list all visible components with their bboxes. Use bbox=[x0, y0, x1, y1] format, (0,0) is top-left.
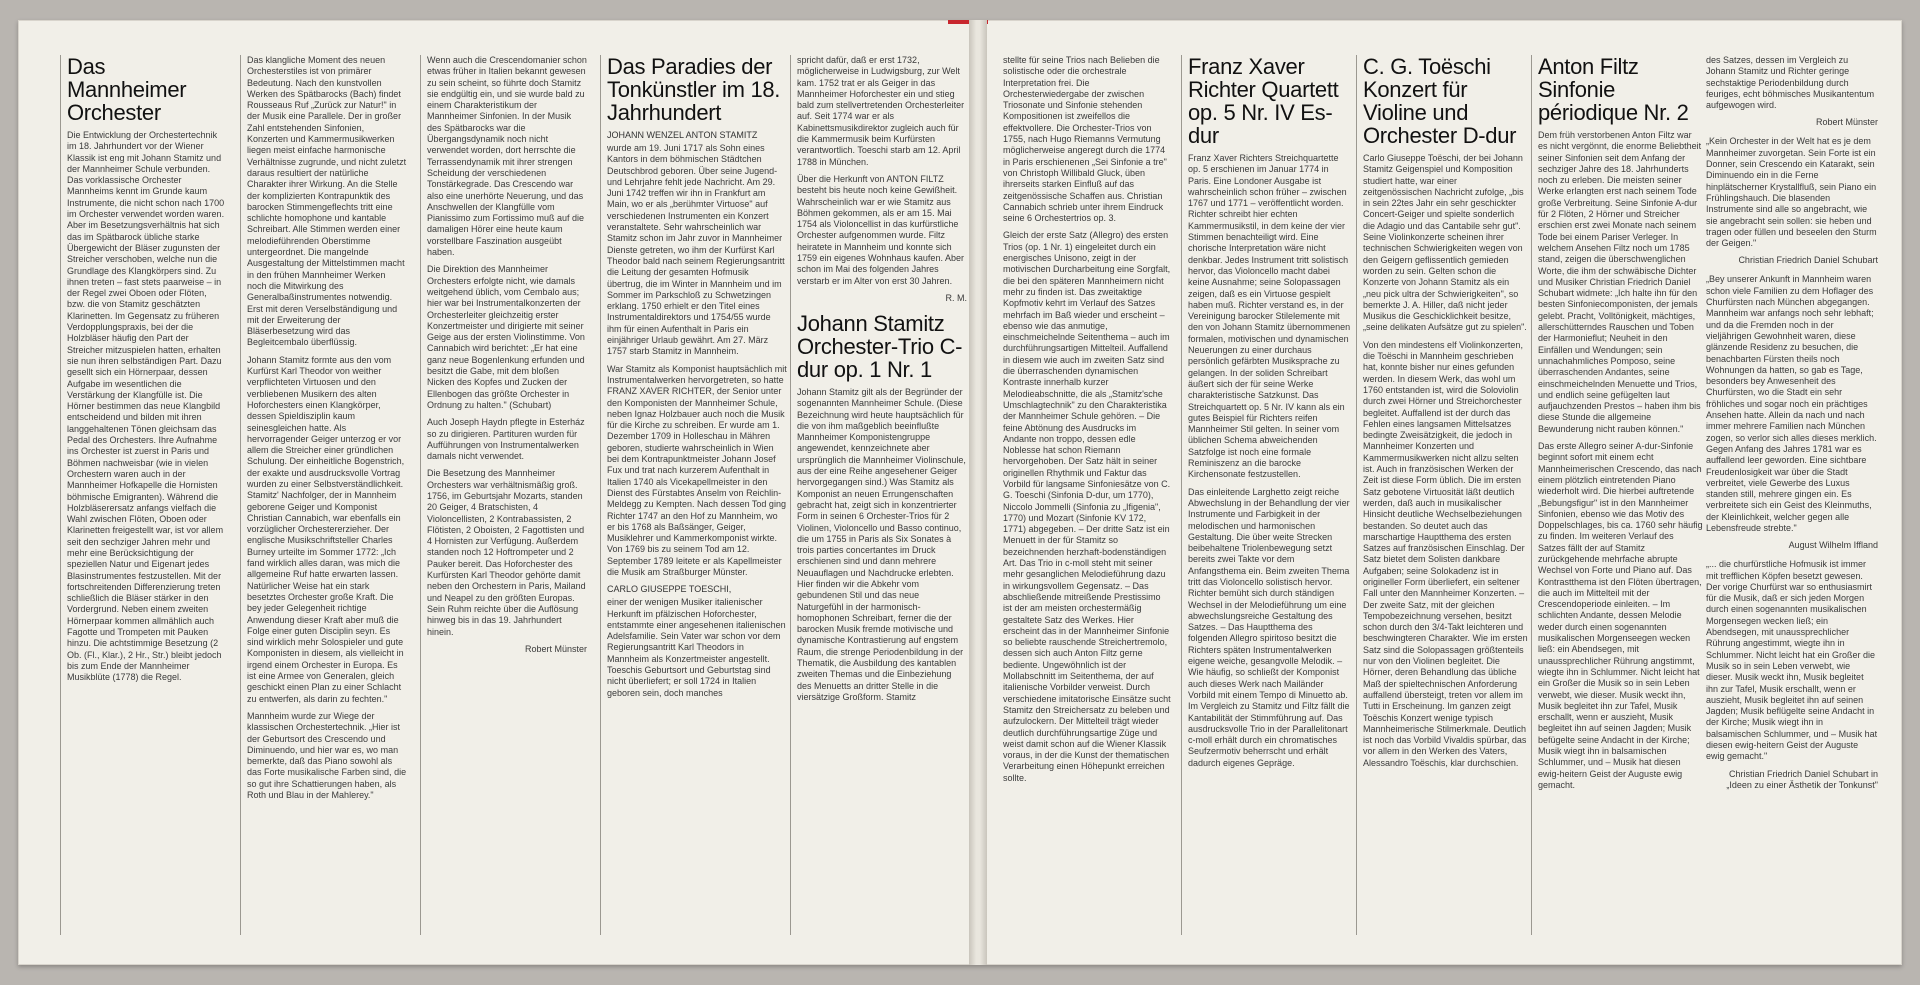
quote-paragraph: „Bey unserer Ankunft in Mannheim waren schon viele Familien zu dem Hoflager des Churfürsten nach München abgegangen. Mannheim war anfangs noch sehr lebhaft; und da die Fremden noch in der vieljährigen Gewohnheit waren, diese glänzende Residenz zu besuchen, die benachbarten Fürsten theils noch Wohnungen da hatten, so gab es Tage, besonders bey Anwesenheit des Churfürsten, wo die Stadt ein sehr fröhliches und sogar noch ein prächtiges Ansehen hatte. Allein da nach und nach immer mehrere Familien nach München zogen, so verlor sich alles dieses merklich. Gegen Anfang des Jahres 1781 war es auffallend leer geworden. Eine sichtbare Freudenlosigkeit war über die Stadt verbreitet, viele Gewerbe des Luxus standen still, mehrere gingen ein. Es verbreitete sich ein Geist des Kleinmuths, der Kleinlichkeit, welcher gegen alle Lebensfreude strebte." bbox=[1706, 274, 1877, 533]
paragraph: Von den mindestens elf Violinkonzerten, die Toëschi in Mannheim geschrieben hat, konnte bisher nur eines gefunden werden. In diesem Werk, das wohl um 1760 entstanden ist, wird die Soloviolin durch zwei Hörner und Streichorchester begleitet. Auffallend ist der durch das Fehlen eines langsamen Mittelsatzes bedingte Zweisätzigkeit, die jedoch in Mannheimer Konzerten und Kammermusikwerken nicht allzu selten ist. Auch in französischen Werken der Zeit ist diese Form üblich. Die im ersten Satz gebotene Virtuosität läßt deutlich werden, daß auch in musikalischer Hinsicht deutliche Wechselbeziehungen bestanden. So deutet auch das marschartige Hauptthema des ersten Satzes auf französischen Einschlag. Der Satz bietet dem Solisten dankbare Aufgaben; seine Solokadenz ist in origineller Form überliefert, ein seltener Fall unter den Mannheimer Konzerten. – Der zweite Satz, mit der gleichen Tempobezeichnung versehen, besitzt schon durch den 3/4-Takt leichteren und beschwingteren Charakter. Wie im ersten Satz sind die Solopassagen größtenteils nur von den Violinen begleitet. Die Hörner, deren Behandlung das übliche Maß der spieltechnischen Anforderung auffallend übersteigt, treten vor allem im Tutti in Erscheinung. Im ganzen zeigt Toëschis Konzert wenige typisch Mannheimerische Stilmerkmale. Deutlich ist noch das Vorbild Vivaldis spürbar, das vor allem in den Werken des Vaters, Alessandro Toëschis, klar durchschien. bbox=[1363, 339, 1528, 768]
column-4 bbox=[600, 55, 787, 935]
author-signature: Robert Münster bbox=[524, 643, 587, 654]
heading-stamitz-trio: Johann Stamitz Orchester-Trio C-dur op. 1 Nr. 1 bbox=[797, 310, 963, 382]
column-7 bbox=[1181, 55, 1353, 935]
heading-filtz-sinfonie: Anton Filtz Sinfonie périodique Nr. 2 bbox=[1538, 55, 1689, 125]
paragraph: Die Direktion des Mannheimer Orchesters erfolgte nicht, wie damals weitgehend üblich, vom Cembalo aus; hier war bei Instrumentalkonzerten der Orchesterleiter gleichzeitig erster Konzertmeister und dirigierte mit seiner Geige aus der ersten Violinstimme. Von Cannabich wird berichtet: „Er hat eine ganz neue Bogenlenkung erfunden und besitzt die Gabe, mit dem bloßen Nicken des Kopfes und Zucken der Ellenbogen das größte Orchester in Ordnung zu halten." (Schubart) bbox=[427, 264, 585, 410]
column-3 bbox=[420, 55, 587, 935]
paragraph: Gleich der erste Satz (Allegro) des ersten Trios (op. 1 Nr. 1) eingeleitet durch ein energisches Unisono, zeigt in der motivischen Durcharbeitung eine Sorgfalt, die bei den späteren Mannheimern nicht mehr zu finden ist. Das zweitaktige Kopfmotiv kehrt im Verlauf des Satzes mehrfach im Baß wieder und erscheint – ebenso wie das anmutige, einschmeichelnde Seitenthema – auch im durchführungsartigen Mittelteil. Auffallend in diesem wie auch im zweiten Satz sind die überraschenden dynamischen Kontraste innerhalb kurzer Melodieabschnitte, die als „Stamitz'sche Umschlagtechnik" zu den Charakteristika der Mannheimer Schule gehören. – Die feine Abtönung des Ausdrucks im Andante non troppo, dessen edle Noblesse hat schon Riemann hervorgehoben. Der Satz hält in seiner originellen Rhythmik und Faktur das Vorbild für langsame Sinfoniesätze von C. G. Toeschi (Sinfonia D-dur, um 1770), Niccolo Jommelli (Sinfonia zu „Ifigenia", 1770) und Mozart (Sinfonie KV 172, 1771) abgegeben. – Der dritte Satz ist ein Menuett in der für Stamitz so bezeichnenden herzhaft-bodenständigen Art. Das Trio in c-moll steht mit seiner mehr gesanglichen Melodieführung dazu in wirkungsvollem Gegensatz. – Das abschließende mitreißende Prestissimo ist der am meisten orchestermäßig gestaltete Satz des Werkes. Hier erscheint das in der Mannheimer Sinfonie so beliebte rauschende Streichertremolo, dessen sich auch Anton Filtz gerne bediente. Ungewöhnlich ist der Mollabschnitt im Seitenthema, der auf italienische Vorbilder verweist. Durch verschiedene imitatorische Einsätze sucht Stamitz den Streichersatz zu beleben und aufzulockern. Der Mittelteil trägt wieder deutlich durchführungsartige Züge und weist damit schon auf die Wiener Klassik voraus, in der die Kunst der thematischen Verarbeitung einen Höhepunkt erreichen sollte. bbox=[1003, 230, 1171, 783]
paragraph: Das erste Allegro seiner A-dur-Sinfonie beginnt sofort mit einem echt Mannheimerischen Crescendo, das nach einem plötzlich eintretenden Piano wiederholt wird. Die hierbei auftretende „Bebungsfigur" ist in den Mannheimer Sinfonien, ebenso wie das Motiv des Doppelschlages, bis ca. 1760 sehr häufig zu finden. Im weiteren Verlauf des Satzes fällt der auf Stamitz zurückgehende mehrfache abrupte Wechsel von Forte und Piano auf. Das Kontrastthema ist den Flöten übertragen, die auch im Mittelteil mit der Crescendoperiode einleiten. – Im schlichten Andante, dessen Melodie weder durch einen sogenannten musikalischen Morgenseegen wecken ließ: ein Abendsegen, mit unaussprechlicher Rührung angstimmt, wiegte ihn in Schlummer. Nicht leicht hat ein Großer die Musik so in sein Leben verwebt, wie dieser. Musik weckt ihn, Musik begleitet ihn zur Tafel, Musik erschallt, wenn er auszieht, Musik begleitet ihn auf seinen Jagden; Musik befügelte seine Andacht in der Kirche; Musik wiegt ihn in balsamischen Schlummer, und – Musik hat diesen ewig-heitern Geist der Auguste ewig gemacht. bbox=[1538, 441, 1703, 790]
paragraph: spricht dafür, daß er erst 1732, möglicherweise in Ludwigsburg, zur Welt kam. 1752 trat er als Geiger in das Mannheimer Hoforchester ein und stieg bald zum stellvertretenden Orchesterleiter auf. Seit 1774 war er als Kabinettsmusikdirektor zugleich auch für die Kammermusik beim Kurfürsten verantwortlich. Toeschi starb am 12. April 1788 in München. bbox=[797, 55, 965, 167]
paragraph: Die Besetzung des Mannheimer Orchesters war verhältnismäßig groß. 1756, im Geburtsjahr Mozarts, standen 20 Geiger, 4 Bratschisten, 4 Violoncellisten, 2 Kontrabassisten, 2 Flötisten, 2 Oboisten, 2 Fagottisten und 4 Hornisten zur Verfügung. Außerdem standen noch 12 Hoftrompeter und 2 Pauker bereit. Das Hoforchester des Kurfürsten Karl Theodor gehörte damit neben den Orchestern in Paris, Mailand und Neapel zu den größten Europas. Sein Ruhm reichte über die Auflösung hinweg bis in das 19. Jahrhundert hinein. bbox=[427, 468, 586, 637]
author-signature: Robert Münster bbox=[1815, 117, 1878, 128]
quote-attribution: Christian Friedrich Daniel Schubart bbox=[1738, 255, 1878, 266]
heading-mannheimer-orchester: Das Mannheimer Orchester bbox=[67, 55, 187, 125]
column-9 bbox=[1531, 55, 1703, 935]
column-5 bbox=[790, 55, 967, 935]
record-sleeve bbox=[18, 20, 1902, 965]
quote-attribution: August Wilhelm Iffland bbox=[1788, 540, 1878, 551]
subheading-stamitz: JOHANN WENZEL ANTON STAMITZ bbox=[607, 130, 758, 140]
paragraph: Carlo Giuseppe Toëschi, der bei Johann Stamitz Geigenspiel und Komposition studiert hatte, war einer zeitgenössischen Nachricht zufolge, „bis in sein 22tes Jahr ein sehr geschickter Concert-Geiger und spielte sonderlich die Adagio und das Cantabile sehr gut". Seine Violinkonzerte scheinen ihrer technischen Schwierigkeiten wegen von den Geigern geflissentlich gemieden worden zu sein. Gelten schon die Konzerte von Johann Stamitz als ein „neu pick ultra der Schwierigkeiten", so bemerkte J. A. Hiller, daß nicht jeder Musikus die Geschicklichkeit besitze, „seine delikaten Aufsätze gut zu spielen". bbox=[1363, 153, 1527, 333]
column-8 bbox=[1356, 55, 1528, 935]
paragraph: Franz Xaver Richters Streichquartette op. 5 erschienen im Januar 1774 in Paris. Eine Londoner Ausgabe ist wahrscheinlich schon früher – zwischen 1767 und 1771 – veröffentlicht worden. Richter schreibt hier echten Kammermusikstil, in dem keine der vier Stimmen benachteiligt wird. Eine chorische Interpretation wäre nicht denkbar. Jedes Instrument tritt solistisch hervor, das Violoncello macht dabei keine Ausnahme; seine Solopassagen zeigen, daß es ein Virtuose gespielt haben muß. Richter verstand es, in der Vereinigung barocker Stilelemente mit den von Johann Stamitz übernommenen formalen, motivischen und dynamischen Neuerungen zu einer durchaus persönlich gefärbten Musiksprache zu gelangen. In der soliden Schreibart äußert sich der für seine Werke charakteristische Satzkunst. Das Streichquartett op. 5 Nr. IV kann als ein gutes Beispiel für Richters reifen Mannheimer Stil gelten. In seiner vom üblichen Schema abweichenden Satzfolge ist noch eine formale Reminiszenz an die barocke Kirchensonate festzustellen. bbox=[1188, 153, 1351, 480]
paragraph: des Satzes, dessen im Vergleich zu Johann Stamitz und Richter geringe sechstaktige Periodenbildung durch feuriges, echt böhmisches Musikantentum aufgewogen wird. bbox=[1706, 55, 1875, 111]
paragraph: Auch Joseph Haydn pflegte in Esterház so zu dirigieren. Partituren wurden für Aufführungen von Instrumentalwerken damals nicht verwendet. bbox=[427, 417, 585, 462]
paragraph: Dem früh verstorbenen Anton Filtz war es nicht vergönnt, die enorme Beliebtheit seiner Sinfonien seit dem Anfang der sechziger Jahre des 18. Jahrhunderts noch zu erleben. Die meisten seiner Werke erlangten erst nach seinem Tode große Verbreitung. Seine Sinfonie A-dur für 2 Flöten, 2 Hörner und Streicher erschien erst zwei Monate nach seinem Tode bei einem Pariser Verleger. In welchem Ansehen Filtz noch um 1785 stand, zeigen die überschwenglichen Worte, die ihm der schwäbische Dichter und Musiker Christian Friedrich Daniel Schubart widmete: „Ich halte ihn für den besten Sinfoniecomponisten, der jemals gelebt. Pracht, Volltönigkeit, mächtiges, allerschütterndes Rauschen und Toben der Harmonieflut; Neuheit in den Einfällen und Wendungen; sein unnachahmliches Pomposo, seine überraschenden Andantes, seine einschmeichelnden Menuette und Trios, und endlich seine gefügelten laut aufjauchzenden Prestos – haben ihm bis diese Stunde die allgemeine Bewunderung nicht rauben können." bbox=[1538, 130, 1702, 434]
paragraph: Wenn auch die Crescendomanier schon etwas früher in Italien bekannt gewesen zu sein scheint, so führte doch Stamitz sie endgültig ein, und sie wurde bald zu einem Charakteristikum der Mannheimer Sinfonien. In der Musik des Spätbarocks war die Übergangsdynamik noch nicht verwendet worden, dort herrschte die Terrassendynamik mit ihrer strengen Scheidung der verschiedenen Tonstärkegrade. Das Crescendo war also eine unerhörte Neuerung, und das Anschwellen der Klangfülle vom Pianissimo zum Fortissimo muß auf die damaligen Hörer eine heute kaum vorstellbare Faszination ausgeübt haben. bbox=[427, 55, 587, 258]
paragraph: Johann Stamitz formte aus den vom Kurfürst Karl Theodor von weither verpflichteten Virtuosen und den verbliebenen Musikern des alten Hoforchesters einen Klangkörper, dessen Spieldisziplin kaum seinesgleichen hatte. Als hervorragender Geiger unterzog er vor allem die Streicher einer gründlichen Schulung. Der einheitliche Bogenstrich, der exakte und ausdrucksvolle Vortrag wurden zu einer Selbstverständlichkeit. Stamitz' Nachfolger, der in Mannheim geborene Geiger und Komponist Christian Cannabich, war ebenfalls ein vorzüglicher Orchestererzieher. Der englische Musikschriftsteller Charles Burney urteilte im Sommer 1772: „Ich fand wirklich alles daran, was mich die allgemeine Ruf hatte erwarten lassen. Natürlicher Weise hat ein stark besetztes Orchester große Kraft. Die bey jeder Gelegenheit richtige Anwendung dieser Kraft aber muß die Folge einer guten Disciplin seyn. Es sind wirklich mehr Solospieler und gute Komponisten in diesem, als vielleicht in irgend einem Orchester in Europa. Es ist eine Armee von Generalen, gleich geschickt einen Plan zu einer Schlacht zu entwerfen, als darin zu fechten." bbox=[247, 354, 405, 704]
paragraph: War Stamitz als Komponist hauptsächlich mit Instrumentalwerken hervorgetreten, so hatte FRANZ XAVER RICHTER, der Senior unter den Komponisten der Mannheimer Schule, neben Ignaz Holzbauer auch noch die Musik für die Kirche zu schreiben. Er wurde am 1. Dezember 1709 in Holleschau in Mähren geboren, studierte wahrscheinlich in Wien bei dem Kontrapunktmeister Johann Josef Fux und trat nach kurzerem Aufenthalt in Italien 1740 als Vicekapellmeister in den Dienst des Fürstabtes Anselm von Reichlin-Meldegg zu Kempten. Nach dessen Tod ging Richter 1747 an den Hof zu Mannheim, wo er bis 1768 als Baßsänger, Geiger, Musiklehrer und Kammerkomponist wirkte. Von 1769 bis zu seinem Tod am 12. September 1789 leitete er als Kapellmeister die Musik am Straßburger Münster. bbox=[607, 363, 787, 577]
paragraph: Über die Herkunft von ANTON FILTZ besteht bis heute noch keine Gewißheit. Wahrscheinlich war er wie Stamitz aus Böhmen gekommen, als er am 15. Mai 1754 als Violoncellist in das kurfürstliche Orchester aufgenommen wurde. Filtz heiratete in Mannheim und konnte sich 1759 ein eigenes Wohnhaus kaufen. Aber schon im Mai des folgenden Jahres verstarb er im Alter von erst 30 Jahren. bbox=[797, 173, 964, 286]
sleeve-spine bbox=[969, 20, 987, 965]
author-signature: R. M. bbox=[945, 292, 967, 303]
quote-paragraph: „... die churfürstliche Hofmusik ist immer mit trefflichen Köpfen besetzt gewesen. Der vorige Churfürst war so enthusiasmirt für die Musik, daß er sich jeden Morgen durch einen sogenannten musikalischen Morgensegen wecken ließ; ein Abendsegen, mit unaussprechlicher Rührung angestimmt, wiegte ihn in Schlummer. Nicht leicht hat ein Großer die Musik so in sein Leben verwebt, wie dieser. Musik weckt ihn, Musik begleitet ihn zur Tafel, Musik erschallt, wenn er auszieht, Musik begleitet ihn auf seinen Jagden; Musik beflügelte seine Andacht in der Kirche; Musik wiegt ihn in balsamischen Schlummer, und – Musik hat diesen ewig-heitern Geist der Auguste ewig gemacht." bbox=[1706, 559, 1878, 762]
paragraph: Das klangliche Moment des neuen Orchesterstiles ist von primärer Bedeutung. Nach den kunstvollen Werken des Spätbarocks (Bach) findet Rousseaus Ruf „Zurück zur Natur!" in der Musik eine Parallele. Der in großer Zahl entstehenden Sinfonien, Konzerten und Kammermusikwerken liegen meist einfache harmonische Verhältnisse zugrunde, und nicht zuletzt daraus resultiert der natürliche Charakter ihrer Wirkung. An die Stelle der komplizierten Kontrapunktik des barocken Stimmengeflechts tritt eine schlichte homophone und kantable Schreibart. Alle Stimmen werden einer melodieführenden Oberstimme untergeordnet. Die mangelnde Ausgestaltung der Mittelstimmen macht in den frühen Mannheimer Werken noch die Mitwirkung des Generalbaßinstrumentes notwendig. Erst mit deren Verselbständigung und mit der Erweiterung der Bläserbesetzung wird das Begleitcembalo überflüssig. bbox=[247, 55, 407, 348]
column-6 bbox=[1003, 55, 1171, 935]
paragraph: wurde am 19. Juni 1717 als Sohn eines Kantors in dem böhmischen Städtchen Deutschbrod geboren. Über seine Jugend- und Lehrjahre fehlt jede Nachricht. Am 29. Juni 1742 treffen wir ihn in Frankfurt am Main, wo er als „berühmter Virtuose" auf verschiedenen Instrumenten ein Konzert veranstaltete. Sehr wahrscheinlich war Stamitz schon im Jahr zuvor in Mannheimer Dienste getreten, wo ihm der Kurfürst Karl Theodor bald nach seinem Regierungsantritt die Leitung der gesamten Hofmusik übertrug, die im Winter in Mannheim und im Sommer im Parkschloß zu Schwetzingen erklang. 1750 erhielt er den Titel eines Instrumentaldirektors und 1754/55 wurde ihm für einen Aufenthalt in Paris ein einjähriger Urlaub gewährt. Am 27. März 1757 starb Stamitz in Mannheim. bbox=[607, 143, 785, 357]
heading-toeschi-konzert: C. G. Toëschi Konzert für Violine und Orchester D-dur bbox=[1363, 55, 1517, 148]
paragraph: Johann Stamitz gilt als der Begründer der sogenannten Mannheimer Schule. (Diese Bezeichnung wird heute hauptsächlich für die von ihm maßgeblich beeinflußte Mannheimer Komponistengruppe angewendet, kennzeichnete aber ursprünglich die Mannheimer Violinschule, aus der eine Reihe angesehener Geiger hervorgegangen sind.) Was Stamitz als Komponist an neuen Errungenschaften gebracht hat, zeigt sich in konzentrierter Form in seinen 6 Orchester-Trios für 2 Violinen, Violoncello und Basso continuo, die um 1755 in Paris als Six Sonates à trois parties concertantes im Druck erschienen sind und dann mehrere Neuauflagen und Nachdrucke erlebten. Hier finden wir die Abkehr vom gebundenen Stil und das neue Naturgefühl in der harmonisch-homophonen Schreibart, ferner die der barocken Musik fremde motivische und dynamische Kontrastierung auf engstem Raum, die strenge Periodenbildung in der Thematik, die Ausbildung des kantablen zweiten Themas und die Einbeziehung des Menuetts an dritter Stelle in die viersätzige Großform. Stamitz bbox=[797, 386, 966, 702]
column-1 bbox=[60, 55, 227, 935]
quote-paragraph: „Kein Orchester in der Welt hat es je dem Mannheimer zuvorgetan. Sein Forte ist ein Donner, sein Crescendo ein Katarakt, sein Diminuendo ein in die Ferne hinplätscherner Krystallfluß, sein Piano ein Frühlingshauch. Die blasenden Instrumente sind alle so angebracht, wie sie angebracht sein sollen: sie heben und tragen oder füllen und beseelen den Sturm der Geigen." bbox=[1706, 136, 1877, 249]
paragraph: stellte für seine Trios nach Belieben die solistische oder die orchestrale Interpretation frei. Die Orchesterwiedergabe der zwischen Triosonate und Sinfonie stehenden Kompositionen ist zweifellos die effektvollere. Die Orchester-Trios von 1755, nach Hugo Riemanns Vermutung möglicherweise angeregt durch die 1774 in Paris erschienenen „Sei Sinfonie a tre" von Christoph Willibald Gluck, üben ihrerseits starken Einfluß auf das zeitgenössische Schaffen aus. Christian Cannabich schrieb unter ihrem Eindruck seine 6 Orchestertrios op. 3. bbox=[1003, 55, 1167, 224]
quote-attribution: Christian Friedrich Daniel Schubart in „Ideen zu einer Ästhetik der Tonkunst" bbox=[1726, 768, 1878, 790]
column-10 bbox=[1706, 55, 1878, 935]
paragraph: Das einleitende Larghetto zeigt reiche Abwechslung in der Behandlung der vier Instrumente und Farbigkeit in der melodischen und harmonischen Gestaltung. Die über weite Strecken beibehaltene Triolenbewegung setzt bereits zwei Takte vor dem Anfangsthema ein. Beim zweiten Thema tritt das Violoncello solistisch hervor. Richter bemüht sich durch ständigen Wechsel in der Melodieführung um eine abwechslungsreiche Gestaltung des Satzes. – Das Hauptthema des folgenden Allegro spiritoso besitzt die Richters späten Instrumentalwerken eigene weiche, gesangvolle Melodik. – Wie häufig, so schließt der Komponist auch dieses Werk nach Mailänder Vorbild mit einem Tempo di Minuetto ab. Im Vergleich zu Stamitz und Filtz fällt die Kantabilität der Stimmführung auf. Das ausdrucksvolle Trio in der Parallelitonart c-moll erhält durch ein chromatisches Seufzermotiv beherrscht und erhält dadurch eigenes Gepräge. bbox=[1188, 486, 1350, 768]
paragraph: Die Entwicklung der Orchestertechnik im 18. Jahrhundert vor der Wiener Klassik ist eng mit Johann Stamitz und der Mannheimer Schule verbunden. Das vorklassische Orchester Mannheims kennt im Grunde kaum Instrumente, die nicht schon nach 1700 im Orchester verwendet worden waren. Aber im Besetzungsverhältnis hat sich das im Spätbarock übliche starke Übergewicht der Bläser zugunsten der Streicher verschoben, welche nun die Grundlage des Klangkörpers sind. Zu ihnen treten – fast stets paarweise – in der Regel zwei Oboen oder Flöten, bzw. die von Stamitz geschätzten Klarinetten. Im Gegensatz zu früheren Verdopplungspraxis, bei der die Holzbläser häufig den Part der Streicher mitzuspielen hatten, erhalten sie nun ihren selbständigen Part. Dazu gesellt sich ein Hörnerpaar, dessen Aufgabe im wesentlichen die Verstärkung der Klangfülle ist. Die Hörner bestimmen das neue Klangbild entscheidend und bilden mit ihren langgehaltenen Tönen gleichsam das Pedal des Orchesters. Ihre Aufnahme ins Orchester ist zuerst in Paris und Böhmen nachweisbar (wie in vielen Orchestern waren auch in der Mannheimer Hofkapelle die Hornisten böhmische Emigranten). Während die Holzbläserersatz anfangs vielfach die Wahl zwischen Flöten, Oboen oder Klarinetten freigestellt war, ist vor allem seit den sechziger Jahren mehr und mehr eine Berücksichtigung der speziellen Natur und Eigenart jedes Blasinstrumentes festzustellen. Mit der fortschreitenden Differenzierung treten schließlich die Bläser stärker in den Vordergrund. Neben einem zweiten Hörnerpaar kommen allmählich auch Fagotte und Trompeten mit Pauken hinzu. Die achtstimmige Besetzung (2 Ob. (Fl., Klar.), 2 Hr., Str.) bleibt jedoch bis zum Ende der Mannheimer Musikblüte (1778) die Regel. bbox=[67, 130, 225, 683]
subheading-toeschi: CARLO GIUSEPPE TOESCHI, bbox=[607, 584, 732, 595]
paragraph: einer der wenigen Musiker italienischer Herkunft im pfälzischen Hoforchester, entstammte einer angesehenen italienischen Adelsfamilie. Sein Vater war schon vor dem Regierungsantritt Karl Theodors in Mannheim als Konzertmeister angestellt. Toeschis Geburtsort und Geburtstag sind nicht überliefert; er soll 1724 in Italien geboren sein, doch manches bbox=[607, 597, 786, 698]
column-2 bbox=[240, 55, 407, 935]
paragraph: Mannheim wurde zur Wiege der klassischen Orchestertechnik. „Hier ist der Geburtsort des Crescendo und Diminuendo, und hier war es, wo man bemerkte, daß das Piano sowohl als das Forte musikalische Farben sind, die so gut ihre Schattierungen haben, als Roth und Blau in der Mahlerey." bbox=[247, 710, 407, 800]
heading-richter-quartett: Franz Xaver Richter Quartett op. 5 Nr. IV Es-dur bbox=[1188, 55, 1339, 148]
heading-paradies: Das Paradies der Tonkünstler im 18. Jahrhundert bbox=[607, 55, 781, 125]
